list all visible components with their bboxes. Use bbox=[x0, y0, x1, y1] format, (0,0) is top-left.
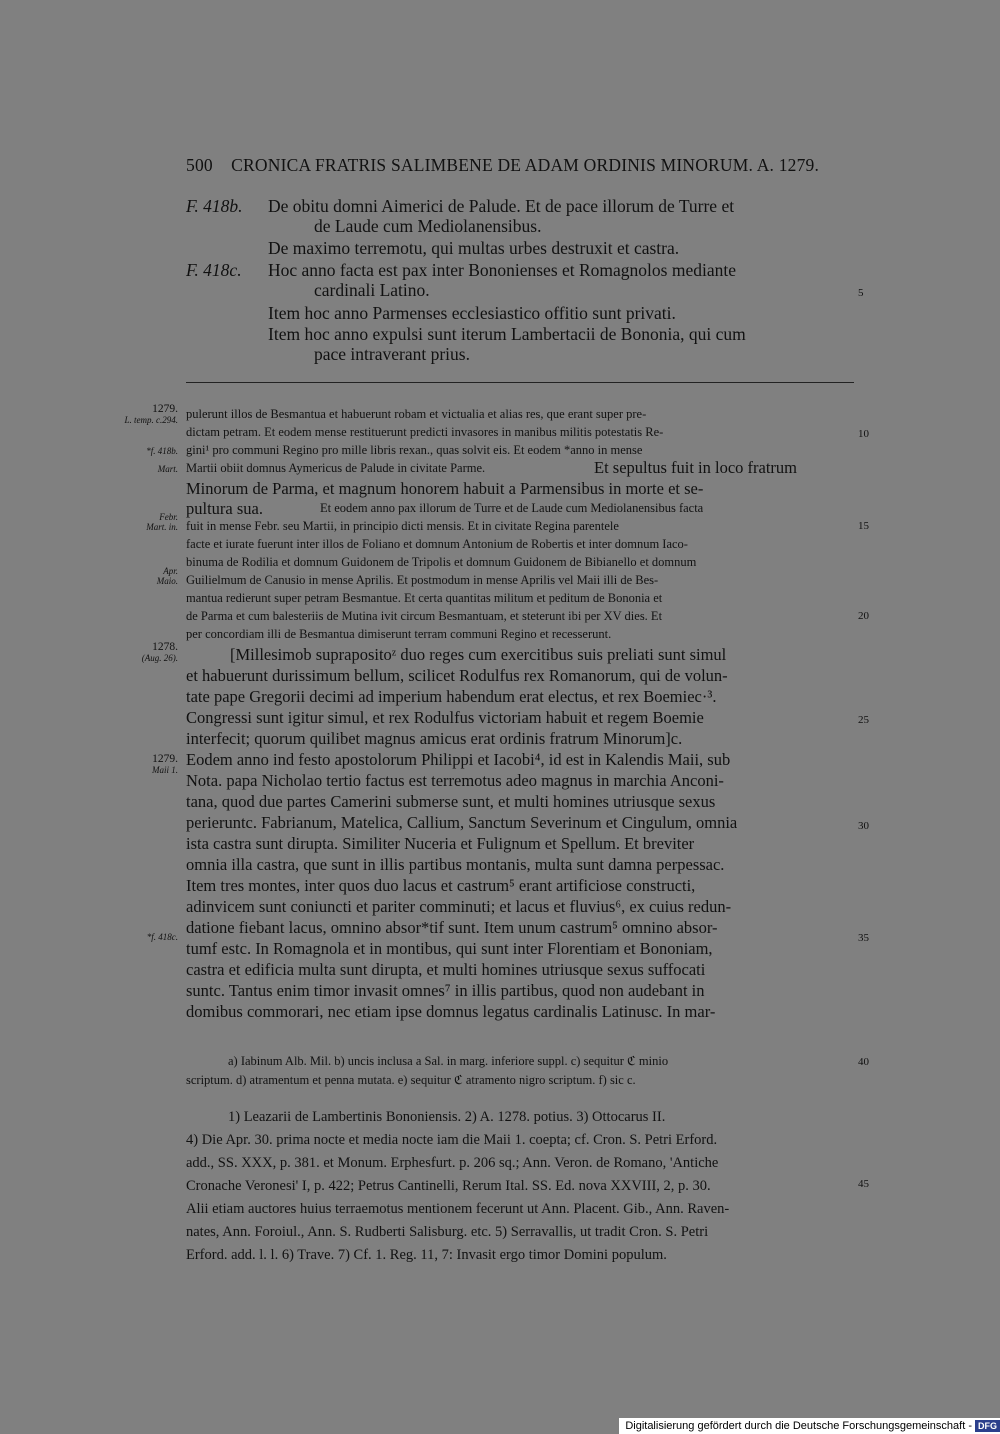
line-number: 20 bbox=[858, 610, 869, 622]
footnote-line: Alii etiam auctores huius terraemotus mentionem fecerunt ut Ann. Placent. Gib., Ann. Raven- bbox=[186, 1201, 730, 1217]
text-line: tate pape Gregorii decimi ad imperium habendum erat electus, et rex Boemiec·³. bbox=[186, 687, 717, 706]
margin-note: *f. 418c. bbox=[146, 932, 178, 942]
text-line: Congressi sunt igitur simul, et rex Rodulfus victoriam habuit et regem Boemie bbox=[186, 708, 704, 727]
footnote-line: 1) Leazarii de Lambertinis Bononiensis. 2) A. 1278. potius. 3) Ottocarus II. bbox=[228, 1109, 666, 1125]
separator-rule bbox=[186, 382, 854, 383]
margin-note: 1279. L. temp. c.294. bbox=[124, 403, 178, 425]
toc-line: de Laude cum Mediolanensibus. bbox=[314, 216, 542, 236]
text-line: Eodem anno ind festo apostolorum Philippi et Iacobi⁴, id est in Kalendis Maii, sub bbox=[186, 750, 731, 769]
apparatus-line: scriptum. d) atramentum et penna mutata. e) sequitur ℭ atramento nigro scriptum. f) sic c. bbox=[186, 1073, 636, 1087]
toc-line: De maximo terremotu, qui multas urbes destruxit et castra. bbox=[268, 238, 680, 258]
footer-text: Digitalisierung gefördert durch die Deutsche Forschungsgemeinschaft - bbox=[625, 1420, 972, 1432]
toc-line: cardinali Latino. bbox=[314, 280, 430, 300]
running-header bbox=[186, 155, 819, 176]
line-number: 25 bbox=[858, 714, 869, 726]
footnote-line: nates, Ann. Foroiul., Ann. S. Rudberti Salisburg. etc. 5) Serravallis, ut tradit Cron. S. Petri bbox=[186, 1224, 709, 1240]
margin-note: Maio. bbox=[156, 576, 178, 586]
small-text-line: Guilielmum de Canusio in mense Aprilis. Et postmodum in mense Aprilis vel Maii illi de Bes- bbox=[186, 573, 659, 587]
toc-line: pace intraverant prius. bbox=[314, 344, 470, 364]
text-line: tumf estc. In Romagnola et in montibus, qui sunt inter Florentiam et Bononiam, bbox=[186, 939, 713, 958]
small-text-line: facte et iurate fuerunt inter illos de Foliano et domnum Antonium de Robertis et inter domnum Iaco- bbox=[186, 537, 688, 551]
margin-note: 1278. (Aug. 26). bbox=[141, 641, 178, 663]
small-text-line: fuit in mense Febr. seu Martii, in principio dicti mensis. Et in civitate Regina parentele bbox=[186, 519, 619, 533]
small-text-line: binuma de Rodilia et domnum Guidonem de Tripolis et domnum Guidonem de Bibianello et domnum bbox=[186, 555, 697, 569]
margin-note: 1279. Maii 1. bbox=[152, 753, 178, 775]
text-line: domibus commorari, nec etiam ipse domnus legatus cardinalis Latinusc. In mar- bbox=[186, 1002, 716, 1021]
toc-line: Item hoc anno expulsi sunt iterum Lambertacii de Bononia, qui cum bbox=[268, 324, 746, 344]
line-number: 45 bbox=[858, 1178, 869, 1190]
small-text-line: gini¹ pro communi Regino pro mille libris rexan., quas solvit eis. Et eodem *anno in mense bbox=[186, 443, 643, 457]
running-title: CRONICA FRATRIS SALIMBENE DE ADAM ORDINIS MINORUM. A. 1279. bbox=[231, 155, 820, 175]
small-text-line: mantua redierunt super petram Besmantue. Et certa quantitas militum et peditum de Bononia et bbox=[186, 591, 663, 605]
text-line: interfecit; quorum quilibet magnus amicus erat ordinis fratrum Minorum]c. bbox=[186, 729, 683, 748]
footer-banner bbox=[619, 1418, 1000, 1434]
line-number: 5 bbox=[858, 287, 864, 299]
line-number: 30 bbox=[858, 820, 869, 832]
small-text-line: pulerunt illos de Besmantua et habuerunt robam et victualia et alias res, que erant super pre- bbox=[186, 407, 647, 421]
dfg-logo: DFG bbox=[975, 1420, 1000, 1432]
text-line: pultura sua. bbox=[186, 499, 263, 518]
toc-line: Hoc anno facta est pax inter Bononienses et Romagnolos mediante bbox=[268, 260, 736, 280]
text-line: castra et edificia multa sunt dirupta, et multi homines utriusque sexus suffocati bbox=[186, 960, 706, 979]
footnote-line: 4) Die Apr. 30. prima nocte et media nocte iam die Maii 1. coepta; cf. Cron. S. Petri Erford. bbox=[186, 1132, 718, 1148]
line-number: 35 bbox=[858, 932, 869, 944]
text-line: Minorum de Parma, et magnum honorem habuit a Parmensibus in morte et se- bbox=[186, 479, 704, 498]
margin-note: Mart. bbox=[157, 464, 178, 474]
text-line: et habuerunt durissimum bellum, scilicet Rodulfus rex Romanorum, qui de volun- bbox=[186, 666, 728, 685]
margin-note: Febr. bbox=[159, 512, 178, 522]
apparatus-line: a) Iabinum Alb. Mil. b) uncis inclusa a Sal. in marg. inferiore suppl. c) sequitur ℭ minio bbox=[228, 1054, 669, 1068]
footnote-line: Cronache Veronesi' I, p. 422; Petrus Cantinelli, Rerum Ital. SS. Ed. nova XXVIII, 2, p. 30. bbox=[186, 1178, 711, 1194]
text-line: tana, quod due partes Camerini submerse sunt, et multi homines utriusque sexus bbox=[186, 792, 716, 811]
text-line: Et sepultus fuit in loco fratrum bbox=[594, 458, 798, 477]
small-text-line: per concordiam illi de Besmantua dimiserunt terram communi Regino et recesserunt. bbox=[186, 627, 612, 641]
footnote-line: add., SS. XXX, p. 381. et Monum. Erphesfurt. p. 206 sq.; Ann. Veron. de Romano, 'Antiche bbox=[186, 1155, 719, 1171]
line-number: 15 bbox=[858, 520, 869, 532]
text-line: perieruntc. Fabrianum, Matelica, Callium, Sanctum Severinum et Cingulum, omnia bbox=[186, 813, 738, 832]
margin-note: *f. 418b. bbox=[146, 446, 178, 456]
footnote-line: Erford. add. l. l. 6) Trave. 7) Cf. 1. Reg. 11, 7: Invasit ergo timor Domini populum. bbox=[186, 1247, 667, 1263]
text-line: omnia illa castra, que sunt in illis partibus montanis, multa sunt damna perpessac. bbox=[186, 855, 725, 874]
small-text-line: Et eodem anno pax illorum de Turre et de Laude cum Mediolanensibus facta bbox=[320, 501, 704, 515]
margin-note: Mart. in. bbox=[146, 522, 178, 532]
toc-ref: F. 418c. bbox=[186, 260, 242, 280]
text-line: Item tres montes, inter quos duo lacus et castrum⁵ erant artificiose constructi, bbox=[186, 876, 696, 895]
text-line: [Millesimob suprapositoᶻ duo reges cum exercitibus suis preliati sunt simul bbox=[230, 645, 727, 664]
toc-line: Item hoc anno Parmenses ecclesiastico offitio sunt privati. bbox=[268, 303, 676, 323]
text-line: adinvicem sunt coniuncti et pariter comminuti; et lacus et fluvius⁶, ex cuius redun- bbox=[186, 897, 732, 916]
line-number: 10 bbox=[858, 428, 869, 440]
line-number: 40 bbox=[858, 1056, 869, 1068]
small-text-line: dictam petram. Et eodem mense restituerunt predicti invasores in manibus militis potestatis Re- bbox=[186, 425, 664, 439]
margin-note: Apr. bbox=[163, 566, 178, 576]
small-text-line: Martii obiit domnus Aymericus de Palude in civitate Parme. bbox=[186, 461, 486, 475]
text-line: ista castra sunt dirupta. Similiter Nuceria et Fulignum et Spellum. Et breviter bbox=[186, 834, 695, 853]
small-text-line: de Parma et cum balesteriis de Mutina ivit circum Besmantuam, et steterunt ibi per XV dies. Et bbox=[186, 609, 663, 623]
page-number: 500 bbox=[186, 155, 213, 175]
toc-ref: F. 418b. bbox=[186, 196, 243, 216]
text-line: Nota. papa Nicholao tertio factus est terremotus adeo magnus in marchia Anconi- bbox=[186, 771, 724, 790]
text-line: datione fiebant lacus, omnino absor*tif sunt. Item unum castrum⁵ omnino absor- bbox=[186, 918, 718, 937]
toc-line: De obitu domni Aimerici de Palude. Et de pace illorum de Turre et bbox=[268, 196, 735, 216]
text-line: suntc. Tantus enim timor invasit omnes⁷ in illis partibus, quod non audebant in bbox=[186, 981, 705, 1000]
